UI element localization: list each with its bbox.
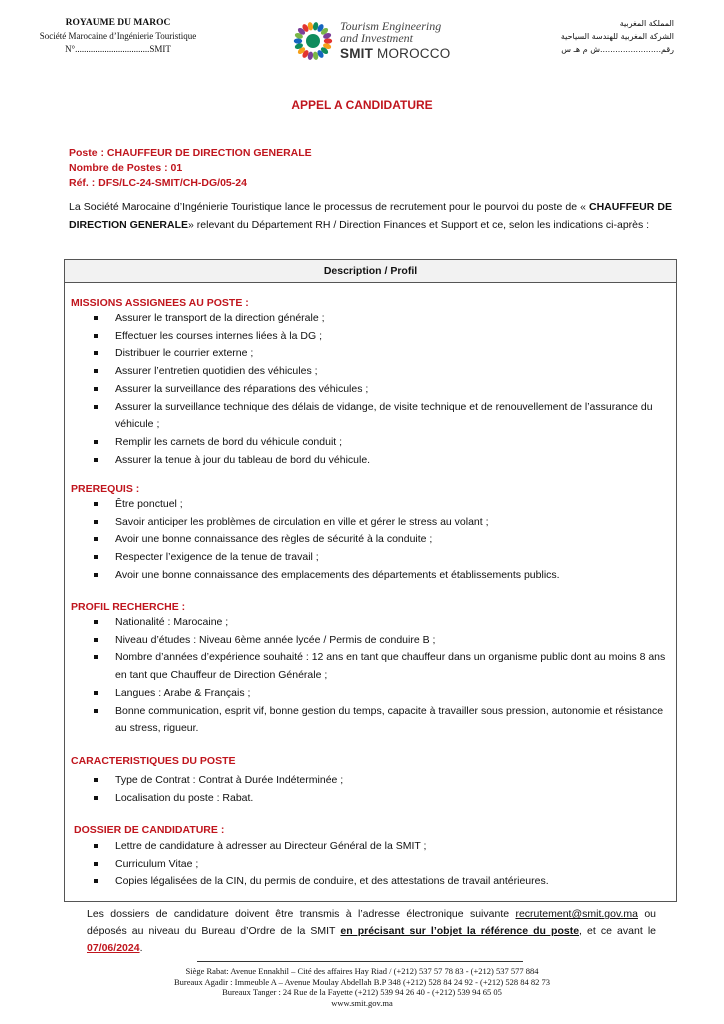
list-item: Remplir les carnets de bord du véhicule conduit ; xyxy=(90,434,670,452)
list-item: Copies légalisées de la CIN, du permis de conduire, et des attestations de travail antérieures. xyxy=(90,873,670,891)
logo-brand-morocco: MOROCCO xyxy=(377,46,451,61)
logo-tagline xyxy=(340,20,441,44)
logo-brand xyxy=(340,46,450,61)
list-item: Assurer la tenue à jour du tableau de bord du véhicule. xyxy=(90,452,670,470)
intro-text-2: » relevant du Département RH / Direction Finances et Support et ce, selon les indications ci-après : xyxy=(188,218,650,231)
position-title: Poste : CHAUFFEUR DE DIRECTION GENERALE xyxy=(69,147,312,159)
list-item: Curriculum Vitae ; xyxy=(90,856,670,874)
profile-list xyxy=(90,614,670,738)
logo-brand-smit: SMIT xyxy=(340,46,374,61)
smit-logo xyxy=(290,18,470,66)
list-item: Respecter l’exigence de la tenue de travail ; xyxy=(90,549,670,567)
address-rabat: Siège Rabat: Avenue Ennakhil – Cité des affaires Hay Riad / (+212) 537 57 78 83 - (+212) 537 577 884 xyxy=(185,966,539,976)
position-info xyxy=(69,146,312,191)
website-link[interactable]: www.smit.gov.ma xyxy=(331,997,393,1008)
position-reference: Réf. : DFS/LC-24-SMIT/CH-DG/05-24 xyxy=(69,177,247,189)
footer-addresses xyxy=(0,966,724,1008)
list-item: Nationalité : Marocaine ; xyxy=(90,614,670,632)
prerequisites-section-title: PREREQUIS : xyxy=(71,483,140,495)
characteristics-list xyxy=(90,772,670,807)
description-profile-table xyxy=(64,259,677,902)
profile-section-title: PROFIL RECHERCHE : xyxy=(71,601,186,613)
smit-logo-mark-icon xyxy=(290,18,336,64)
list-item: Être ponctuel ; xyxy=(90,496,670,514)
address-agadir: Bureaux Agadir : Immeuble A – Avenue Moulay Abdellah B.P 348 (+212) 528 84 24 92 - (+212) 528 84 82 73 xyxy=(174,976,550,987)
header-left-block xyxy=(28,17,208,56)
list-item: Localisation du poste : Rabat. xyxy=(90,790,670,808)
kingdom-label-ar: المملكة المغربية xyxy=(619,19,674,28)
submission-reference-note: en précisant sur l’objet la référence du poste xyxy=(340,925,580,937)
missions-section-title: MISSIONS ASSIGNEES AU POSTE : xyxy=(71,297,249,309)
reference-number-line-ar: رقم........................ش م هـ س xyxy=(561,45,674,54)
submission-text-1: Les dossiers de candidature doivent être transmis à l’adresse électronique suivante xyxy=(87,908,516,920)
list-item: Assurer la surveillance des réparations des véhicules ; xyxy=(90,381,670,399)
list-item: Distribuer le courrier externe ; xyxy=(90,345,670,363)
submission-text-3: , et ce avant le xyxy=(579,925,656,937)
logo-center xyxy=(306,34,320,48)
logo-petal xyxy=(294,38,302,43)
footer-divider xyxy=(197,961,523,962)
list-item: Lettre de candidature à adresser au Directeur Général de la SMIT ; xyxy=(90,838,670,856)
address-tanger: Bureaux Tanger : 24 Rue de la Fayette (+212) 539 94 26 40 - (+212) 539 94 65 05 xyxy=(222,987,502,997)
list-item: Assurer l’entretien quotidien des véhicules ; xyxy=(90,363,670,381)
kingdom-label: ROYAUME DU MAROC xyxy=(65,18,171,28)
list-item: Niveau d’études : Niveau 6ème année lycée / Permis de conduire B ; xyxy=(90,632,670,650)
list-item: Langues : Arabe & Français ; xyxy=(90,685,670,703)
company-name-fr: Société Marocaine d’Ingénierie Touristique xyxy=(39,31,197,41)
recruitment-email-link[interactable]: recrutement@smit.gov.ma xyxy=(515,908,638,920)
logo-tagline-line-1: Tourism Engineering xyxy=(340,19,442,33)
application-file-section-title: DOSSIER DE CANDIDATURE : xyxy=(74,824,225,836)
intro-text-1: La Société Marocaine d’Ingénierie Touristique lance le processus de recrutement pour le pourvoi du poste de « xyxy=(69,201,589,213)
prerequisites-list xyxy=(90,496,670,585)
page-title: APPEL A CANDIDATURE xyxy=(291,98,433,112)
intro-position-name: CHAUFFEUR DE DIRECTION GENERALE xyxy=(69,201,672,231)
list-item: Avoir une bonne connaissance des règles de sécurité à la conduite ; xyxy=(90,531,670,549)
intro-paragraph xyxy=(69,199,672,234)
logo-petal xyxy=(324,38,332,43)
reference-number-line: N°.................................SMIT xyxy=(65,44,171,54)
table-header: Description / Profil xyxy=(65,260,676,283)
header-right-block xyxy=(534,17,674,56)
logo-tagline-line-2: and Investment xyxy=(340,31,413,45)
list-item: Assurer la surveillance technique des délais de vidange, de visite technique et de renouvellement de l’assurance du véhicule ; xyxy=(90,399,670,434)
submission-text-4: . xyxy=(139,942,143,954)
characteristics-section-title: CARACTERISTIQUES DU POSTE xyxy=(71,755,236,767)
deadline-date: 07/06/2024 xyxy=(87,942,140,954)
list-item: Bonne communication, esprit vif, bonne gestion du temps, capacite à travailler sous pression, autonomie et résistance au stress, rigueur. xyxy=(90,703,670,738)
list-item: Savoir anticiper les problèmes de circulation en ville et gérer le stress au volant ; xyxy=(90,514,670,532)
position-count: Nombre de Postes : 01 xyxy=(69,162,183,174)
submission-instructions xyxy=(87,906,656,957)
list-item: Assurer le transport de la direction générale ; xyxy=(90,310,670,328)
list-item: Type de Contrat : Contrat à Durée Indéterminée ; xyxy=(90,772,670,790)
company-name-ar: الشركة المغربية للهندسة السياحية xyxy=(560,32,674,41)
application-file-list xyxy=(90,838,670,891)
list-item: Nombre d’années d’expérience souhaité : 12 ans en tant que chauffeur dans un organisme public dont au moins 8 ans en tant que Chauffeur de Direction Générale ; xyxy=(90,649,670,684)
submission-text-2: ou déposés au niveau du Bureau d’Ordre de la SMIT xyxy=(87,908,657,937)
list-item: Avoir une bonne connaissance des emplacements des départements et établissements publics. xyxy=(90,567,670,585)
list-item: Effectuer les courses internes liées à la DG ; xyxy=(90,328,670,346)
missions-list xyxy=(90,310,670,469)
